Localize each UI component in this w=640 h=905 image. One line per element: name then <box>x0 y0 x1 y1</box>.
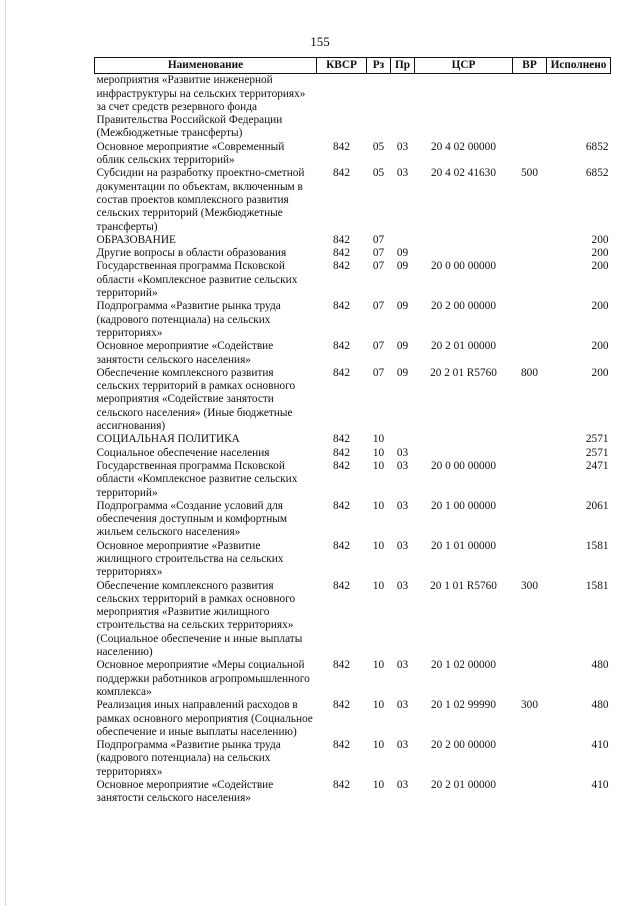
row-executed: 1581 <box>585 579 609 592</box>
row-executed: 200 <box>591 233 609 246</box>
row-csr: 20 2 01 R5760 <box>430 366 497 379</box>
row-csr <box>415 433 513 446</box>
row-kvsr: 842 <box>333 499 350 512</box>
row-pr: 03 <box>396 779 409 792</box>
row-name: Подпрограмма «Развитие рынка труда (кадрового потенциала) на сельских территориях» <box>96 300 281 339</box>
row-kvsr: 842 <box>333 340 350 353</box>
row-csr <box>415 247 513 260</box>
table-row <box>95 300 611 340</box>
row-executed: 200 <box>591 340 609 353</box>
row-executed: 200 <box>591 366 609 379</box>
table-row <box>95 500 611 540</box>
row-executed: 200 <box>591 247 609 260</box>
row-pr <box>391 234 415 247</box>
header-vr: ВР <box>513 58 547 74</box>
row-csr: 20 1 02 00000 <box>431 659 496 672</box>
row-vr <box>513 739 547 779</box>
table-row <box>95 340 611 367</box>
row-name: Основное мероприятие «Меры социальной поддержки работников агропромышленного комплекса» <box>96 659 310 698</box>
budget-execution-table <box>94 57 611 806</box>
row-rz: 10 <box>372 779 385 792</box>
row-vr <box>513 779 547 806</box>
row-pr: 09 <box>396 340 409 353</box>
table-row <box>95 367 611 433</box>
header-csr: ЦСР <box>415 58 513 74</box>
table-row <box>95 460 611 500</box>
row-rz: 10 <box>372 459 385 472</box>
row-kvsr: 842 <box>333 233 350 246</box>
row-kvsr: 842 <box>333 247 350 260</box>
row-csr: 20 2 00 00000 <box>431 300 496 313</box>
row-vr: 300 <box>521 579 538 592</box>
header-kvsr: КВСР <box>317 58 367 74</box>
row-csr: 20 2 00 00000 <box>431 739 496 752</box>
row-pr: 03 <box>396 499 409 512</box>
row-pr: 03 <box>396 459 409 472</box>
row-rz: 10 <box>372 659 385 672</box>
row-name: Обеспечение комплексного развития сельских территорий в рамках основного мероприятия «Развитие жилищного строительства на сельских территориях» (Социальное обеспечение и иные выплаты населению) <box>96 579 303 659</box>
row-vr <box>513 234 547 247</box>
header-name: Наименование <box>95 58 317 74</box>
row-name: Основное мероприятие «Содействие занятости сельского населения» <box>96 340 274 366</box>
page-number: 155 <box>310 34 330 49</box>
row-name: Реализация иных направлений расходов в рамках основного мероприятия (Социальное обеспечение и иные выплаты населению) <box>96 699 313 738</box>
row-executed: 200 <box>591 260 609 273</box>
row-vr <box>513 460 547 500</box>
row-vr <box>513 433 547 446</box>
row-rz: 07 <box>372 300 385 313</box>
row-kvsr: 842 <box>333 300 350 313</box>
row-kvsr: 842 <box>333 433 350 446</box>
row-csr: 20 0 00 00000 <box>431 459 496 472</box>
row-rz: 10 <box>372 699 385 712</box>
row-csr <box>415 447 513 460</box>
row-pr: 03 <box>396 167 409 180</box>
row-kvsr: 842 <box>333 366 350 379</box>
row-vr <box>513 247 547 260</box>
row-csr <box>415 234 513 247</box>
row-rz: 10 <box>372 579 385 592</box>
row-pr: 03 <box>396 699 409 712</box>
row-pr <box>391 433 415 446</box>
row-rz: 07 <box>372 340 385 353</box>
row-executed: 480 <box>591 699 609 712</box>
row-vr <box>513 141 547 168</box>
row-executed: 2571 <box>585 433 609 446</box>
table-row <box>95 447 611 460</box>
table-row <box>95 141 611 168</box>
header-rz: Рз <box>367 58 391 74</box>
row-name: Подпрограмма «Развитие рынка труда (кадрового потенциала) на сельских территориях» <box>96 739 281 778</box>
row-csr: 20 1 01 R5760 <box>430 579 497 592</box>
row-pr: 03 <box>396 140 409 153</box>
row-csr: 20 2 01 00000 <box>431 779 496 792</box>
scan-edge-line <box>5 0 6 905</box>
row-vr <box>513 540 547 580</box>
row-executed: 2471 <box>585 459 609 472</box>
row-rz: 05 <box>372 140 385 153</box>
row-rz: 10 <box>372 446 385 459</box>
row-pr: 03 <box>396 446 409 459</box>
row-executed: 2061 <box>585 499 609 512</box>
header-executed: Исполнено <box>547 58 611 74</box>
row-name: Основное мероприятие «Развитие жилищного строительства на сельских территориях» <box>96 539 284 579</box>
row-name: Социальное обеспечение населения <box>96 446 270 459</box>
table-row <box>95 247 611 260</box>
row-csr: 20 1 02 99990 <box>431 699 496 712</box>
row-kvsr: 842 <box>333 579 350 592</box>
row-pr <box>391 74 415 141</box>
row-name: Государственная программа Псковской области «Комплексное развитие сельских территорий» <box>96 459 298 499</box>
row-name: Государственная программа Псковской области «Комплексное развитие сельских территорий» <box>96 260 298 300</box>
row-pr: 03 <box>396 659 409 672</box>
table-row <box>95 540 611 580</box>
row-executed: 200 <box>591 300 609 313</box>
row-executed: 1581 <box>585 539 609 552</box>
row-rz: 10 <box>372 499 385 512</box>
row-csr: 20 1 01 00000 <box>431 539 496 552</box>
row-rz <box>367 74 391 141</box>
row-vr <box>513 340 547 367</box>
row-pr: 03 <box>396 739 409 752</box>
row-name: Обеспечение комплексного развития сельских территорий в рамках основного мероприятия «Содействие занятости сельского населения» (Иные бюджетные ассигнования) <box>96 366 296 433</box>
table-row <box>95 234 611 247</box>
row-pr: 03 <box>396 579 409 592</box>
row-executed: 410 <box>591 779 609 792</box>
row-pr: 03 <box>396 539 409 552</box>
row-executed: 6852 <box>585 140 609 153</box>
row-rz: 07 <box>372 233 385 246</box>
table-row <box>95 433 611 446</box>
row-kvsr: 842 <box>333 659 350 672</box>
row-kvsr: 842 <box>333 167 350 180</box>
row-pr: 09 <box>396 247 409 260</box>
row-vr: 800 <box>521 366 538 379</box>
header-pr: Пр <box>391 58 415 74</box>
row-executed: 2571 <box>585 446 609 459</box>
row-kvsr: 842 <box>333 779 350 792</box>
row-kvsr: 842 <box>333 140 350 153</box>
row-csr: 20 4 02 00000 <box>431 140 496 153</box>
table-row <box>95 699 611 739</box>
row-csr: 20 1 00 00000 <box>431 499 496 512</box>
row-kvsr <box>317 74 367 141</box>
table-row <box>95 659 611 699</box>
row-name: Основное мероприятие «Содействие занятости сельского населения» <box>96 779 274 805</box>
row-rz: 10 <box>372 433 385 446</box>
row-vr <box>513 659 547 699</box>
row-name: ОБРАЗОВАНИЕ <box>96 233 176 246</box>
row-vr <box>513 300 547 340</box>
row-kvsr: 842 <box>333 446 350 459</box>
row-kvsr: 842 <box>333 260 350 273</box>
row-vr <box>513 260 547 300</box>
row-rz: 07 <box>372 247 385 260</box>
table-body <box>95 74 611 806</box>
row-name: Другие вопросы в области образования <box>96 247 287 260</box>
row-vr: 300 <box>521 699 538 712</box>
row-name: мероприятия «Развитие инженерной инфраструктуры на сельских территориях» за счет средств резервного фонда Правительства Российской Федерации (Межбюджетные трансферты) <box>96 74 306 140</box>
row-kvsr: 842 <box>333 699 350 712</box>
row-name: СОЦИАЛЬНАЯ ПОЛИТИКА <box>96 433 240 446</box>
row-name: Подпрограмма «Создание условий для обеспечения доступным и комфортным жильем сельского населения» <box>96 499 287 539</box>
row-vr <box>513 447 547 460</box>
table-row <box>95 74 611 141</box>
table-row <box>95 260 611 300</box>
row-csr: 20 4 02 41630 <box>431 167 496 180</box>
row-name: Субсидии на разработку проектно-сметной документации по объектам, включенным в состав проектов комплексного развития сельских территорий (Межбюджетные трансферты) <box>96 167 305 233</box>
row-vr: 500 <box>521 167 538 180</box>
row-vr <box>513 500 547 540</box>
row-vr <box>513 74 547 141</box>
row-csr <box>415 74 513 141</box>
row-rz: 07 <box>372 366 385 379</box>
row-rz: 07 <box>372 260 385 273</box>
row-executed: 6852 <box>585 167 609 180</box>
row-executed: 410 <box>591 739 609 752</box>
row-pr: 09 <box>396 300 409 313</box>
table-row <box>95 580 611 660</box>
row-csr: 20 0 00 00000 <box>431 260 496 273</box>
table-row <box>95 739 611 779</box>
row-csr: 20 2 01 00000 <box>431 340 496 353</box>
table-row <box>95 167 611 233</box>
table-row <box>95 779 611 806</box>
row-kvsr: 842 <box>333 459 350 472</box>
row-pr: 09 <box>396 366 409 379</box>
row-pr: 09 <box>396 260 409 273</box>
row-rz: 10 <box>372 539 385 552</box>
row-rz: 05 <box>372 167 385 180</box>
row-executed: 480 <box>591 659 609 672</box>
row-kvsr: 842 <box>333 739 350 752</box>
row-name: Основное мероприятие «Современный облик сельских территорий» <box>96 140 285 167</box>
table-header-row <box>95 58 611 74</box>
row-executed <box>547 74 611 141</box>
row-kvsr: 842 <box>333 539 350 552</box>
row-rz: 10 <box>372 739 385 752</box>
